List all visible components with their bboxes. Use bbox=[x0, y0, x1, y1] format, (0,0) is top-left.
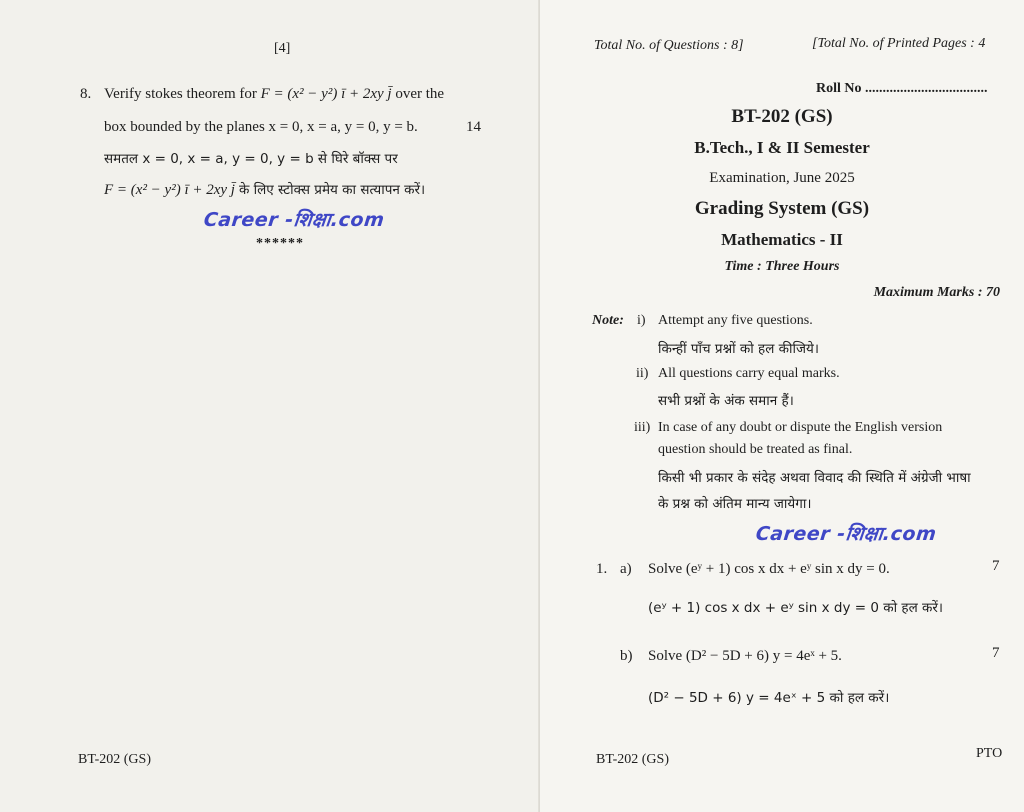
note-1-hindi: किन्हीं पाँच प्रश्नों को हल कीजिये। bbox=[658, 341, 819, 357]
note-2-hindi: सभी प्रश्नों के अंक समान हैं। bbox=[658, 393, 794, 409]
question-1a-marks: 7 bbox=[992, 558, 1000, 574]
note-2-english: All questions carry equal marks. bbox=[658, 366, 840, 381]
note-3-hindi-line1: किसी भी प्रकार के संदेह अथवा विवाद की स्थिति में अंग्रेजी भाषा bbox=[658, 470, 971, 486]
question-1b-hindi: (D² − 5D + 6) y = 4eˣ + 5 को हल करें। bbox=[648, 690, 890, 706]
subject-title: Mathematics - II bbox=[721, 230, 843, 249]
grading-system: Grading System (GS) bbox=[694, 198, 870, 219]
question-1b-label: b) bbox=[620, 648, 633, 664]
exam-session: Examination, June 2025 bbox=[709, 170, 855, 186]
question-1a-hindi: (eʸ + 1) cos x dx + eʸ sin x dy = 0 को हल करें। bbox=[648, 600, 944, 616]
question-1a-label: a) bbox=[620, 561, 632, 577]
q8-hindi-formula: F = (x² − y²) ī + 2xy j̄ bbox=[104, 182, 235, 198]
question-1b-english: Solve (D² − 5D + 6) y = 4eˣ + 5. bbox=[648, 648, 842, 664]
question-8-hindi-line2 bbox=[104, 180, 425, 199]
question-8-line2: box bounded by the planes x = 0, x = a, y = 0, y = b. bbox=[104, 119, 418, 135]
watermark: Career -शिक्षा.com bbox=[754, 523, 938, 545]
note-label: Note: bbox=[592, 313, 624, 328]
question-1-number: 1. bbox=[596, 561, 608, 577]
q8-text-end: over the bbox=[395, 86, 445, 102]
course-title: B.Tech., I & II Semester bbox=[694, 138, 870, 157]
total-questions: Total No. of Questions : 8] bbox=[594, 38, 744, 53]
question-8-line1 bbox=[104, 86, 444, 103]
total-pages: [Total No. of Printed Pages : 4 bbox=[812, 36, 986, 51]
end-stars: ****** bbox=[256, 236, 304, 251]
question-1a-english: Solve (eʸ + 1) cos x dx + eʸ sin x dy = 0. bbox=[648, 561, 890, 577]
note-1-english: Attempt any five questions. bbox=[658, 313, 813, 328]
question-8-number: 8. bbox=[80, 86, 92, 102]
question-8-hindi-line1: समतल x = 0, x = a, y = 0, y = b से घिरे बॉक्स पर bbox=[104, 151, 398, 167]
note-3-english-line1: In case of any doubt or dispute the English version bbox=[658, 420, 943, 435]
footer-pto: PTO bbox=[976, 746, 1003, 761]
note-2-number: ii) bbox=[636, 366, 649, 381]
note-1-number: i) bbox=[637, 313, 646, 328]
question-1b-marks: 7 bbox=[992, 645, 1000, 661]
note-3-english-line2: question should be treated as final. bbox=[658, 442, 853, 457]
q8-formula: F = (x² − y²) ī + 2xy j̄ bbox=[260, 86, 392, 102]
paper-code: BT-202 (GS) bbox=[731, 106, 833, 127]
q8-text: Verify stokes theorem for bbox=[104, 86, 257, 102]
q8-hindi-text: के लिए स्टोक्स प्रमेय का सत्यापन करें। bbox=[238, 182, 426, 198]
note-3-hindi-line2: के प्रश्न को अंतिम मान्य जायेगा। bbox=[658, 496, 812, 512]
maximum-marks: Maximum Marks : 70 bbox=[873, 285, 1000, 300]
footer-code: BT-202 (GS) bbox=[596, 752, 669, 767]
question-8-marks: 14 bbox=[466, 119, 481, 135]
roll-number: Roll No ................................... bbox=[816, 81, 988, 96]
note-3-number: iii) bbox=[634, 420, 651, 435]
time-allowed: Time : Three Hours bbox=[724, 259, 840, 274]
footer-code: BT-202 (GS) bbox=[78, 752, 151, 767]
right-page bbox=[540, 0, 1024, 812]
page-number: [4] bbox=[274, 41, 291, 56]
watermark: Career -शिक्षा.com bbox=[202, 209, 386, 231]
